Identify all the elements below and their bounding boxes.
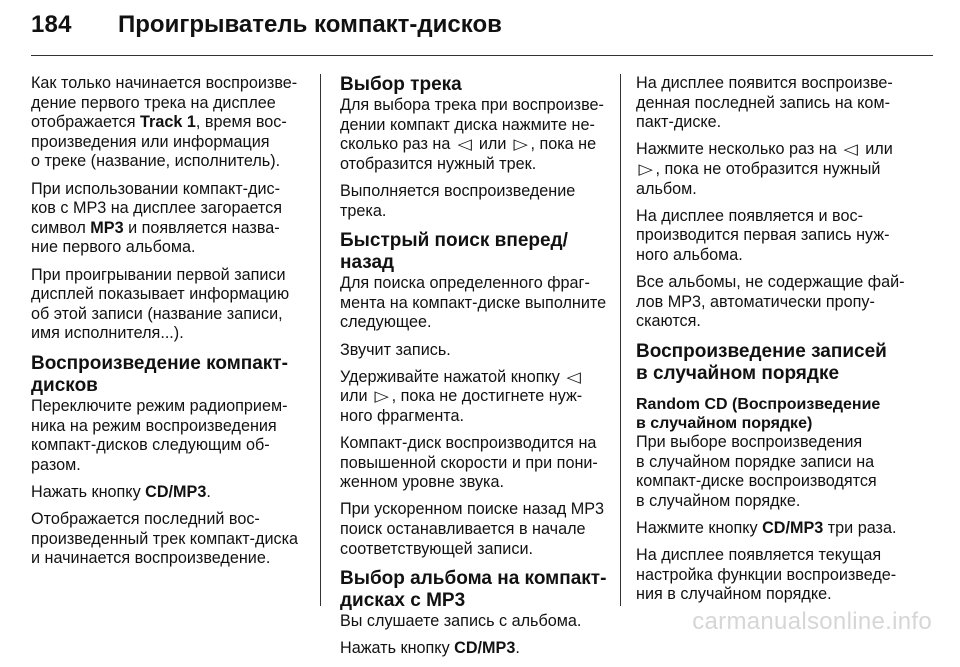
paragraph-press-three-times: Нажмите кнопку CD/MP3 три раза. xyxy=(636,518,897,537)
paragraph-random-display: На дисплее появляется текущая настройка функции воспроизведе- ния в случайном порядке. xyxy=(636,546,897,604)
paragraph-album-first-track: На дисплее появляется и вос- производится первая запись нуж- ного альбома. xyxy=(636,206,890,264)
paragraph-playback-start: Как только начинается воспроизве- дение первого трека на дисплее отображается Track 1, время вос- произведения или информация о треке (название, исполнитель). xyxy=(31,74,298,171)
paragraph-last-played: На дисплее появится воспроизве- денная последней запись на ком- пакт-диске. xyxy=(636,74,893,132)
cd-mp3-button-label: CD/MP3 xyxy=(762,518,824,537)
header-divider xyxy=(31,55,933,56)
paragraph-press-cd-button: Нажать кнопку CD/MP3. xyxy=(31,482,211,501)
paragraph-last-track: Отображается последний вос- произведенный трек компакт-диска и начинается воспроизведение. xyxy=(31,510,299,568)
page-title: Проигрыватель компакт-дисков xyxy=(118,11,502,38)
watermark: carmanualsonline.info xyxy=(692,608,932,635)
column-divider-2 xyxy=(620,74,621,606)
column-1 xyxy=(31,74,312,576)
display-text-track1: Track 1 xyxy=(140,113,196,132)
right-triangle-icon: ▷ xyxy=(638,160,653,178)
paragraph-seek-intro: Для поиска определенного фраг- мента на компакт-диске выполните следующее. xyxy=(340,274,607,332)
page-header xyxy=(0,0,960,62)
left-triangle-icon: ◁ xyxy=(566,368,582,386)
display-text-mp3: MP3 xyxy=(90,218,124,237)
paragraph-listening: Вы слушаете запись с альбома. xyxy=(340,612,582,631)
heading-random-playback: Воспроизведение записей в случайном порядке xyxy=(636,340,887,384)
left-triangle-icon: ◁ xyxy=(843,141,859,159)
column-divider-1 xyxy=(320,74,321,606)
heading-fast-seek: Быстрый поиск вперед/назад xyxy=(340,230,568,274)
column-2 xyxy=(340,74,615,667)
cd-mp3-button-label: CD/MP3 xyxy=(145,482,207,501)
page-number: 184 xyxy=(31,11,72,38)
paragraph-random-description: При выборе воспроизведения в случайном порядке записи на компакт-диске воспроизводятся в случайном порядке. xyxy=(636,432,877,510)
paragraph-track-sounds: Звучит запись. xyxy=(340,340,451,359)
paragraph-switch-mode: Переключите режим радиоприем- ника на режим воспроизведения компакт-дисков следующим об- разом. xyxy=(31,396,288,474)
paragraph-track-select: Для выбора трека при воспроизве- дении компакт диска нажмите не- сколько раз на ◁ или ▷ , пока не отобразится нужный трек. xyxy=(340,96,604,173)
paragraph-fast-playback: Компакт-диск воспроизводится на повышенной скорости и при пони- женном уровне звука. xyxy=(340,434,598,492)
right-triangle-icon: ▷ xyxy=(374,388,390,406)
paragraph-press-cd-button-2: Нажать кнопку CD/MP3. xyxy=(340,639,520,658)
cd-mp3-button-label: CD/MP3 xyxy=(454,639,516,658)
paragraph-skip-non-mp3: Все альбомы, не содержащие фай- лов MP3, автоматически пропу- скаются. xyxy=(636,273,905,331)
paragraph-first-track-info: При проигрывании первой записи дисплей показывает информацию об этой записи (название записи, имя исполнителя...). xyxy=(31,265,290,343)
paragraph-seek-back-mp3: При ускоренном поиске назад MP3 поиск останавливается в начале соответствующей записи. xyxy=(340,500,605,558)
paragraph-album-select: Нажмите несколько раз на ◁ или ▷ , пока не отобразится нужный альбом. xyxy=(636,140,936,199)
paragraph-track-playing: Выполняется воспроизведение трека. xyxy=(340,181,576,220)
column-3 xyxy=(636,74,936,612)
subheading-random-cd: Random CD (Воспроизведение в случайном порядке) xyxy=(636,395,881,432)
heading-cd-playback: Воспроизведение компакт- дисков xyxy=(31,352,288,396)
heading-track-select: Выбор трека xyxy=(340,74,462,95)
heading-album-select: Выбор альбома на компакт- дисках с MP3 xyxy=(340,568,607,612)
left-triangle-icon: ◁ xyxy=(457,136,472,154)
right-triangle-icon: ▷ xyxy=(513,136,528,154)
paragraph-mp3: При использовании компакт-дис- ков с MP3 на дисплее загорается символ MP3 и появляется назва- ние первого альбома. xyxy=(31,179,283,257)
paragraph-hold-button: Удерживайте нажатой кнопку ◁ или ▷ , пока не достигнете нуж- ного фрагмента. xyxy=(340,368,615,427)
